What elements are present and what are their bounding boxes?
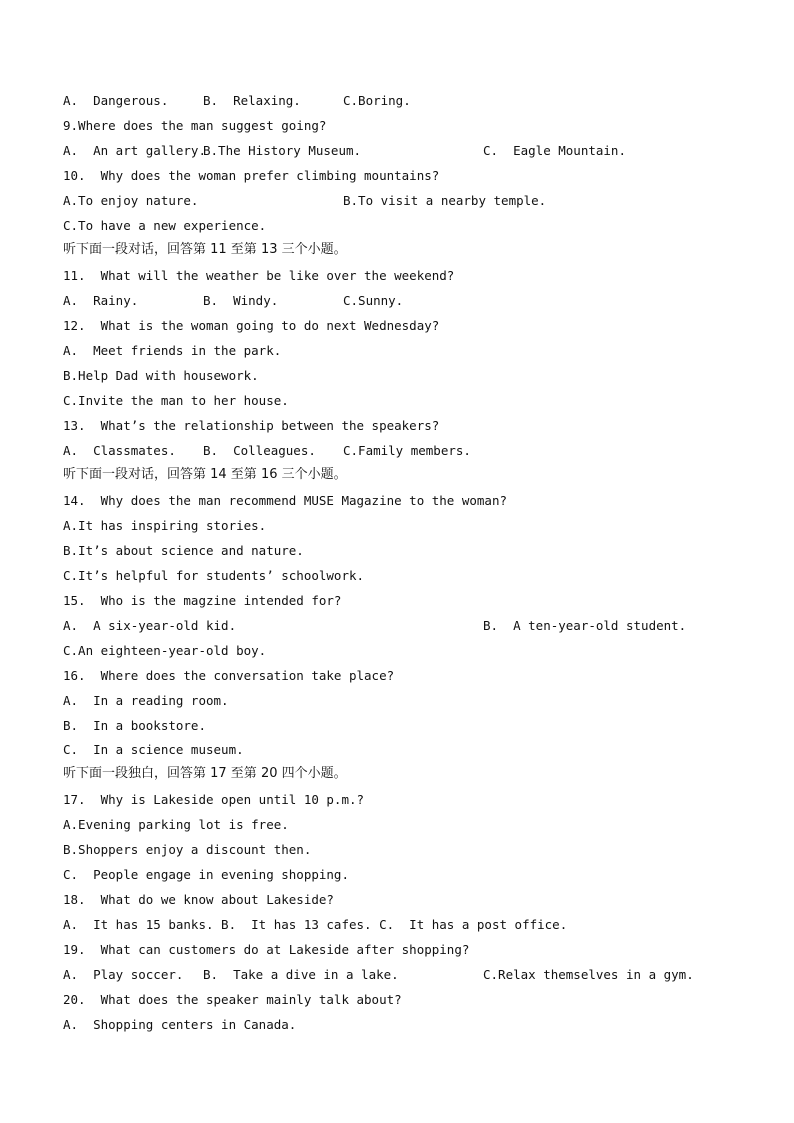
q8-option-a: A. Dangerous.: [63, 93, 169, 108]
q19-option-b: B. Take a dive in a lake.: [203, 967, 399, 982]
q13-option-a: A. Classmates.: [63, 443, 176, 458]
q12-option-b: B.Help Dad with housework.: [63, 368, 259, 383]
q19-option-c: C.Relax themselves in a gym.: [483, 967, 694, 982]
q15-option-c: C.An eighteen-year-old boy.: [63, 643, 267, 658]
q9-option-b: B.The History Museum.: [203, 143, 362, 158]
q13-option-b: B. Colleagues.: [203, 443, 316, 458]
q16-option-b: B. In a bookstore.: [63, 718, 206, 733]
q12-option-c: C.Invite the man to her house.: [63, 393, 289, 408]
q16-option-c: C. In a science museum.: [63, 742, 244, 757]
question-15: 15. Who is the magzine intended for?: [63, 593, 342, 608]
section-header-14-16: 听下面一段对话，回答第 14 至第 16 三个小题。: [63, 467, 347, 482]
q8-option-b: B. Relaxing.: [203, 93, 301, 108]
q10-option-c: C.To have a new experience.: [63, 218, 267, 233]
q14-option-b: B.It’s about science and nature.: [63, 543, 304, 558]
q14-option-a: A.It has inspiring stories.: [63, 518, 267, 533]
q11-option-a: A. Rainy.: [63, 293, 139, 308]
section-header-17-20: 听下面一段独白，回答第 17 至第 20 四个小题。: [63, 766, 347, 781]
q19-option-a: A. Play soccer.: [63, 967, 184, 982]
question-10: 10. Why does the woman prefer climbing mountains?: [63, 168, 440, 183]
question-14: 14. Why does the man recommend MUSE Magazine to the woman?: [63, 493, 508, 508]
question-9: 9.Where does the man suggest going?: [63, 118, 327, 133]
q16-option-a: A. In a reading room.: [63, 693, 229, 708]
q13-option-c: C.Family members.: [343, 443, 471, 458]
question-17: 17. Why is Lakeside open until 10 p.m.?: [63, 792, 365, 807]
section-header-11-13: 听下面一段对话，回答第 11 至第 13 三个小题。: [63, 242, 347, 257]
question-16: 16. Where does the conversation take place?: [63, 668, 395, 683]
question-18: 18. What do we know about Lakeside?: [63, 892, 334, 907]
q11-option-b: B. Windy.: [203, 293, 279, 308]
q9-option-a: A. An art gallery.: [63, 143, 206, 158]
q12-option-a: A. Meet friends in the park.: [63, 343, 282, 358]
question-19: 19. What can customers do at Lakeside after shopping?: [63, 942, 470, 957]
q17-option-a: A.Evening parking lot is free.: [63, 817, 289, 832]
question-13: 13. What’s the relationship between the speakers?: [63, 418, 440, 433]
q15-option-b: B. A ten-year-old student.: [483, 618, 687, 633]
q14-option-c: C.It’s helpful for students’ schoolwork.: [63, 568, 365, 583]
q17-option-c: C. People engage in evening shopping.: [63, 867, 349, 882]
question-20: 20. What does the speaker mainly talk about?: [63, 992, 402, 1007]
q15-option-a: A. A six-year-old kid.: [63, 618, 237, 633]
q10-option-a: A.To enjoy nature.: [63, 193, 199, 208]
question-11: 11. What will the weather be like over the weekend?: [63, 268, 455, 283]
q17-option-b: B.Shoppers enjoy a discount then.: [63, 842, 312, 857]
q20-option-a: A. Shopping centers in Canada.: [63, 1017, 297, 1032]
question-12: 12. What is the woman going to do next Wednesday?: [63, 318, 440, 333]
q8-option-c: C.Boring.: [343, 93, 411, 108]
q18-options: A. It has 15 banks. B. It has 13 cafes. C. It has a post office.: [63, 917, 568, 932]
q10-option-b: B.To visit a nearby temple.: [343, 193, 547, 208]
q11-option-c: C.Sunny.: [343, 293, 404, 308]
q9-option-c: C. Eagle Mountain.: [483, 143, 626, 158]
